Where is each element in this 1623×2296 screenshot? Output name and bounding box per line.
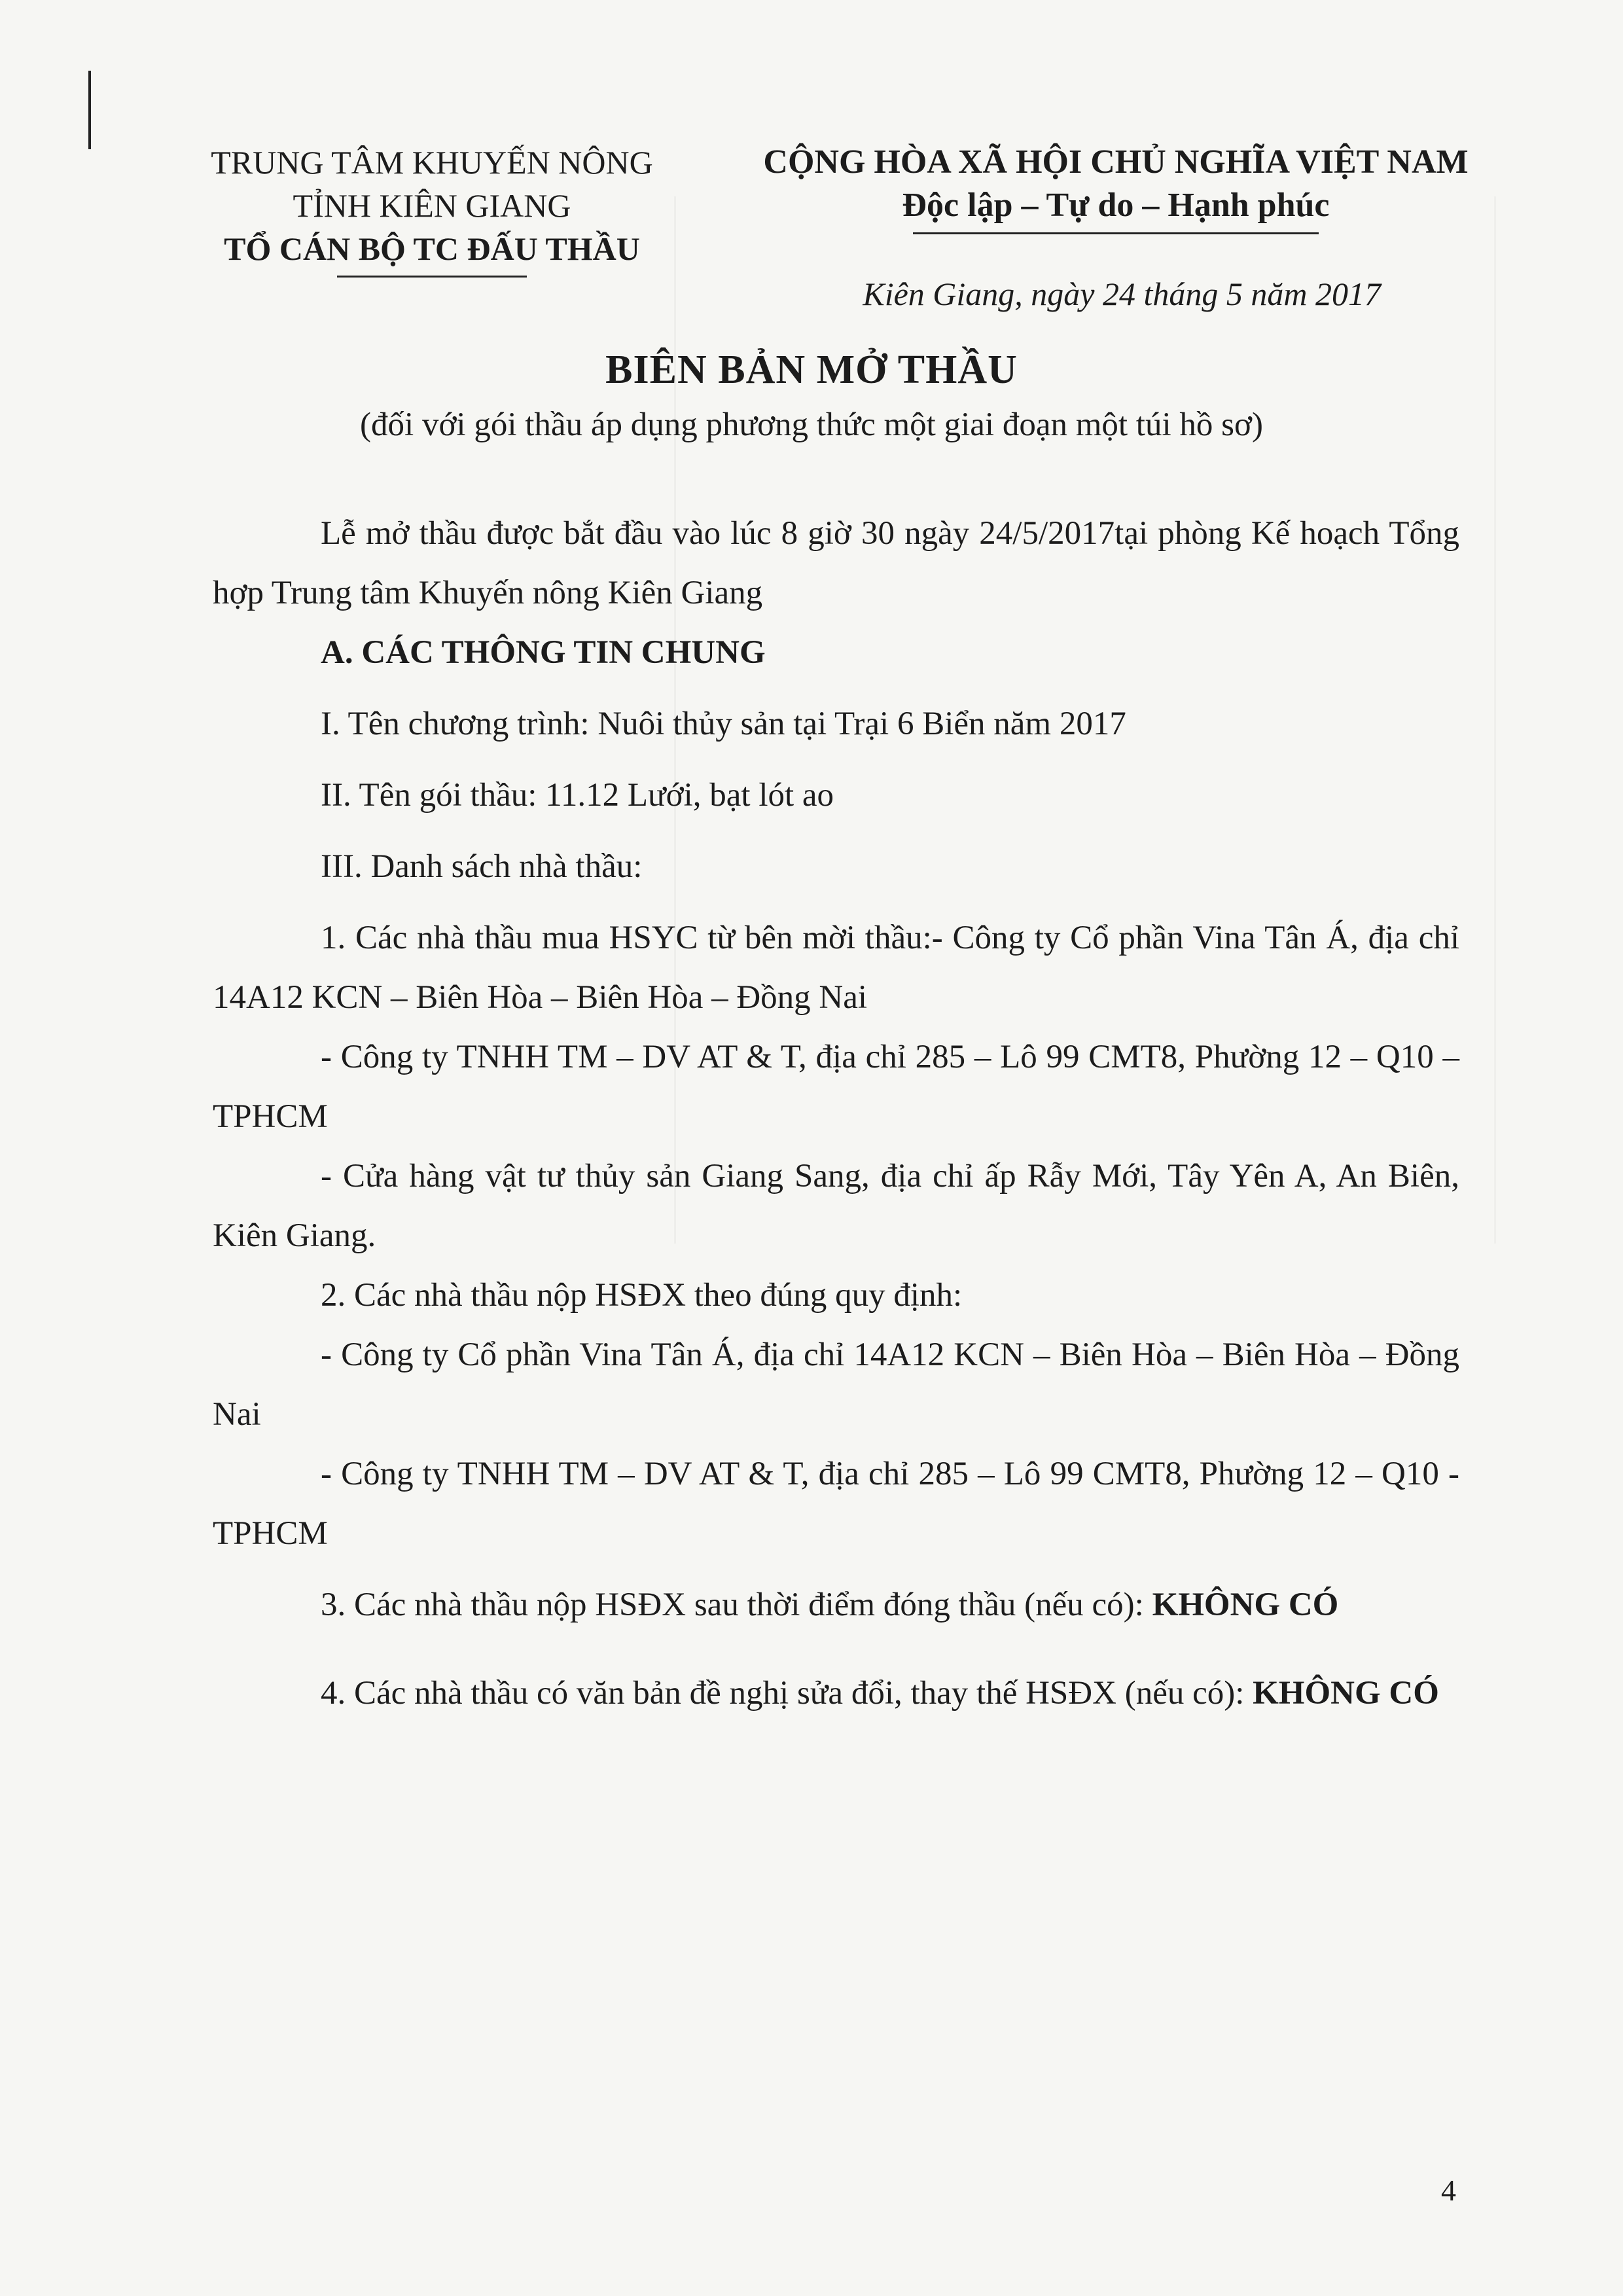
list1-entry3: - Cửa hàng vật tư thủy sản Giang Sang, địa chỉ ấp Rẫy Mới, Tây Yên A, An Biên, Kiên Giang.: [213, 1158, 1459, 1254]
org-name-line1: TRUNG TÂM KHUYẾN NÔNG: [211, 144, 653, 181]
list2-entry2: - Công ty TNHH TM – DV AT & T, địa chỉ 285 – Lô 99 CMT8, Phường 12 – Q10 - TPHCM: [213, 1456, 1459, 1552]
header-underline: [337, 276, 527, 278]
organization-header: [170, 141, 694, 278]
motto-underline: [913, 232, 1319, 234]
contractor-list-heading: III. Danh sách nhà thầu:: [321, 848, 643, 885]
list4-item: [213, 1664, 1459, 1723]
document-body: [213, 504, 1459, 1723]
list3-text: 3. Các nhà thầu nộp HSĐX sau thời điểm đóng thầu (nếu có):: [321, 1587, 1152, 1623]
list3-answer: KHÔNG CÓ: [1152, 1587, 1339, 1623]
package-name: II. Tên gói thầu: 11.12 Lưới, bạt lót ao: [321, 777, 834, 814]
document-subtitle: (đối với gói thầu áp dụng phương thức một giai đoạn một túi hồ sơ): [360, 406, 1263, 443]
document-title: BIÊN BẢN MỞ THẦU: [605, 348, 1018, 392]
national-motto: Độc lập – Tự do – Hạnh phúc: [902, 187, 1330, 224]
list1-entry2: - Công ty TNHH TM – DV AT & T, địa chỉ 285 – Lô 99 CMT8, Phường 12 – Q10 – TPHCM: [213, 1039, 1459, 1135]
list2-entry1: - Công ty Cổ phần Vina Tân Á, địa chỉ 14A12 KCN – Biên Hòa – Biên Hòa – Đồng Nai: [213, 1336, 1459, 1433]
document-date: Kiên Giang, ngày 24 tháng 5 năm 2017: [863, 276, 1381, 312]
list4-answer: KHÔNG CÓ: [1253, 1675, 1439, 1712]
org-name-line3: TỔ CÁN BỘ TC ĐẤU THẦU: [224, 230, 640, 267]
list3-item: [213, 1575, 1459, 1635]
list2-heading: 2. Các nhà thầu nộp HSĐX theo đúng quy định:: [321, 1277, 963, 1314]
program-name: I. Tên chương trình: Nuôi thủy sản tại Trại 6 Biển năm 2017: [321, 706, 1126, 742]
national-header: [723, 141, 1508, 234]
intro-paragraph: Lễ mở thầu được bắt đầu vào lúc 8 giờ 30 ngày 24/5/2017tại phòng Kế hoạch Tổng hợp Trung tâm Khuyến nông Kiên Giang: [213, 515, 1459, 611]
section-a-heading: A. CÁC THÔNG TIN CHUNG: [321, 634, 766, 671]
list4-text: 4. Các nhà thầu có văn bản đề nghị sửa đổi, thay thế HSĐX (nếu có):: [321, 1675, 1253, 1712]
list1-heading: 1. Các nhà thầu mua HSYC từ bên mời thầu:- Công ty Cổ phần Vina Tân Á, địa chỉ 14A12 KCN – Biên Hòa – Biên Hòa – Đồng Nai: [213, 920, 1459, 1016]
margin-mark: [88, 71, 91, 149]
page-number: 4: [1441, 2174, 1456, 2207]
national-title: CỘNG HÒA XÃ HỘI CHỦ NGHĨA VIỆT NAM: [763, 143, 1469, 181]
org-name-line2: TỈNH KIÊN GIANG: [293, 187, 571, 224]
